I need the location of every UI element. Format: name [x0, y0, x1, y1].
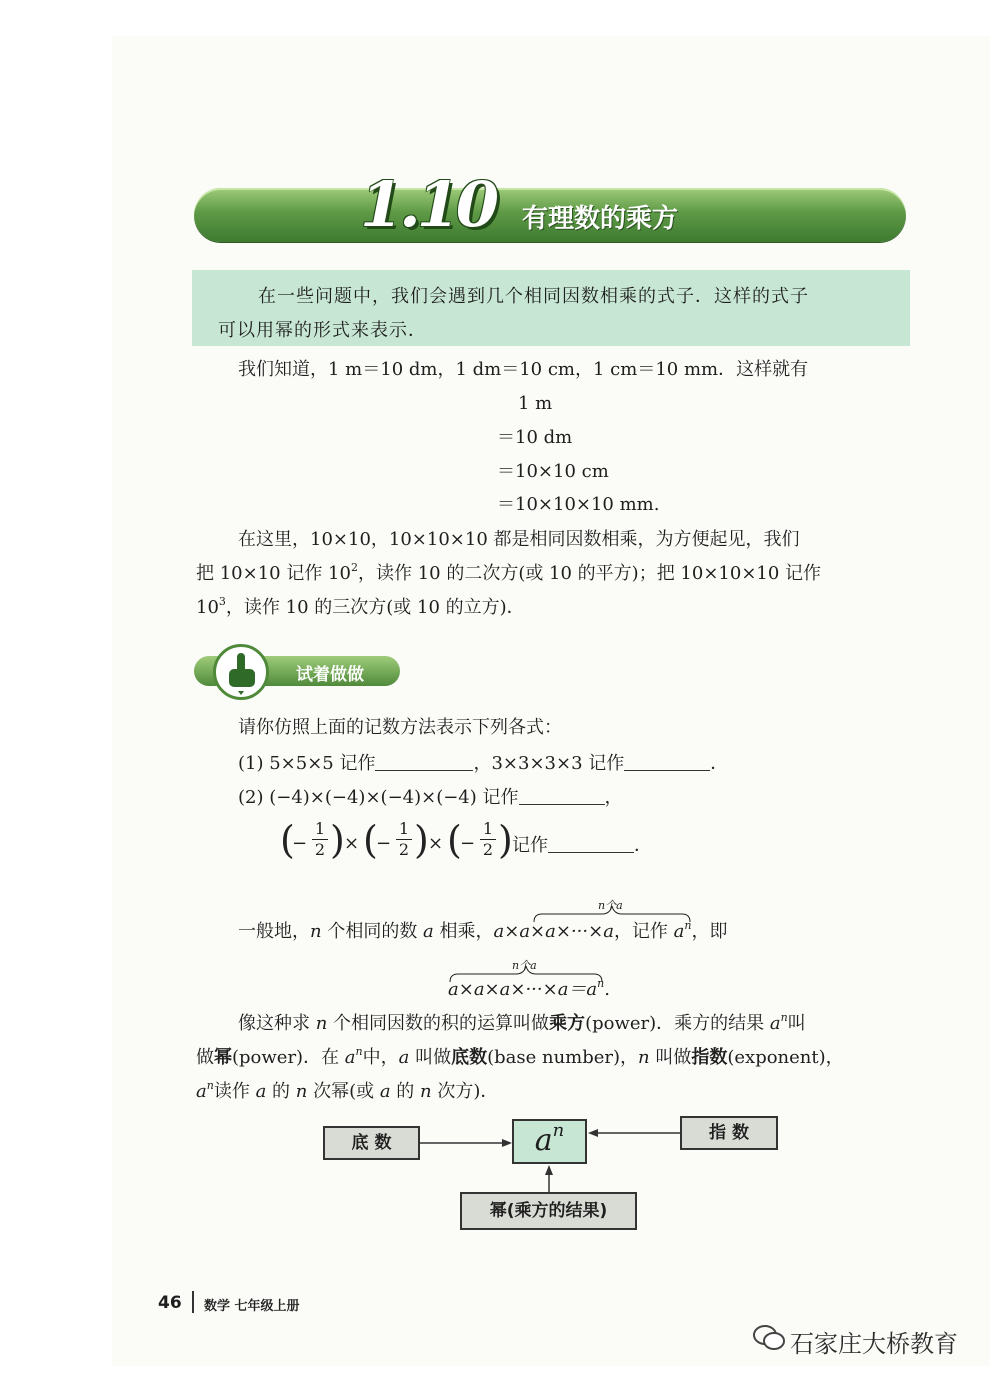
exercise-1: (1) 5×5×5 记作 ，3×3×3×3 记作 ． — [238, 753, 729, 774]
try-it-label: 试着做做 — [296, 665, 364, 685]
footer-divider — [192, 1291, 194, 1313]
fraction-1: 1 2 — [312, 820, 328, 859]
para2-line-1: 在这里，10×10，10×10×10 都是相同因数相乘，为方便起见，我们 — [238, 529, 800, 550]
fraction-2: 1 2 — [396, 820, 412, 859]
definition-line-2: 做幂(power)．在 $a^n$中，a 叫做底数(base number)，n 叫做指数(exponent)， — [196, 1045, 844, 1068]
paren-close-1: ) — [330, 818, 345, 862]
definition-line-1: 像这种求 n 个相同因数的积的运算叫做乘方(power)．乘方的结果 $a^n$叫 — [238, 1011, 806, 1034]
brace-label-2: n个a — [512, 959, 537, 972]
general-statement: 一般地，n 个相同的数 a 相乘，a×a×a×···×a，记作 $a^n$，即 — [238, 919, 728, 942]
times-sign-1: × — [344, 833, 360, 854]
paren-close-3: ) — [498, 818, 513, 862]
equation-line-3: ＝10×10 cm — [497, 461, 609, 482]
section-number: 1.10 — [360, 168, 496, 241]
wechat-icon — [752, 1324, 786, 1352]
paren-close-2: ) — [414, 818, 429, 862]
paren-open-3: ( — [447, 818, 462, 862]
equation-line-1: 1 m — [518, 393, 553, 414]
neg-sign-3: − — [460, 833, 476, 854]
para2-line-2: 把 10×10 记作 $10^2$，读作 10 的二次方(或 10 的平方)；把 10×10×10 记作 — [196, 561, 822, 584]
base-label-box: 底 数 — [323, 1126, 420, 1160]
definition-line-3: $a^n$读作 a 的 n 次幂(或 a 的 n 次方)． — [196, 1079, 499, 1102]
para2-line-3: $10^3$，读作 10 的三次方(或 10 的立方)． — [196, 595, 525, 618]
neg-sign-2: − — [376, 833, 392, 854]
try-prompt: 请你仿照上面的记数方法表示下列各式： — [238, 717, 562, 738]
paren-open-2: ( — [363, 818, 378, 862]
fraction-3: 1 2 — [480, 820, 496, 859]
page-number: 46 — [158, 1293, 182, 1313]
paren-open-1: ( — [280, 818, 295, 862]
brace-label-1: n个a — [598, 899, 623, 912]
exercise-2: (2) (−4)×(−4)×(−4)×(−4) 记作 ， — [238, 787, 623, 808]
exercise-3-tail: 记作 ． — [512, 835, 652, 856]
intro-line-1: 在一些问题中，我们会遇到几个相同因数相乘的式子．这样的式子 — [258, 286, 809, 307]
exponent-label-box: 指 数 — [680, 1116, 778, 1150]
product-expression: a×a×a×···×a — [493, 921, 614, 942]
equation-line-2: ＝10 dm — [497, 427, 573, 448]
section-title: 有理数的乘方 — [522, 204, 679, 234]
times-sign-2: × — [428, 833, 444, 854]
watermark-text: 石家庄大桥教育 — [790, 1330, 958, 1358]
power-result-box: 幂(乘方的结果) — [460, 1192, 637, 1230]
intro-line-2: 可以用幂的形式来表示． — [218, 320, 427, 341]
para1-line: 我们知道，1 m＝10 dm，1 dm＝10 cm，1 cm＝10 mm．这样就有 — [238, 359, 809, 380]
power-definition-equation: $a\times a\times a\times\cdot\cdot\cdot\times a=a^n$. — [448, 977, 610, 1000]
book-title: 数学 七年级上册 — [204, 1299, 300, 1314]
power-symbol-box: $a^n$ — [512, 1119, 587, 1164]
neg-sign-1: − — [292, 833, 308, 854]
equation-line-4: ＝10×10×10 mm. — [497, 494, 660, 515]
